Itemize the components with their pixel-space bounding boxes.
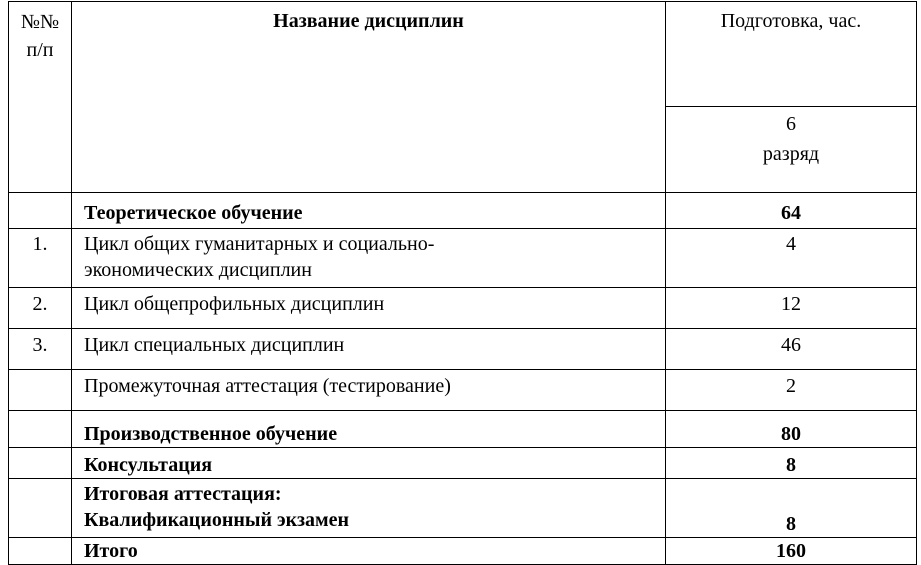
row-name: Промежуточная аттестация (тестирование) [72, 370, 666, 411]
row-hours: 4 [666, 229, 917, 288]
header-grade-cell [666, 107, 917, 193]
row-num [9, 411, 72, 448]
row-name: Теоретическое обучение [72, 193, 666, 229]
row-hours: 8 [666, 479, 917, 538]
row-name [72, 479, 666, 538]
header-prep-cell: Подготовка, час. [666, 2, 917, 107]
row-hours: 80 [666, 411, 917, 448]
table-row-consultation [9, 448, 917, 479]
table-row-interim [9, 370, 917, 411]
header-grade-line1: 6 [786, 113, 796, 135]
row-num: 3. [9, 329, 72, 370]
row-hours: 12 [666, 288, 917, 329]
row-name: Цикл общепрофильных дисциплин [72, 288, 666, 329]
table-row-total [9, 538, 917, 565]
table-row-final [9, 479, 917, 538]
row-name-line1: Итоговая аттестация: [84, 483, 282, 505]
row-num [9, 448, 72, 479]
row-name [72, 229, 666, 288]
header-row [9, 2, 917, 107]
row-hours: 46 [666, 329, 917, 370]
row-hours: 8 [666, 448, 917, 479]
header-name-cell: Название дисциплин [72, 2, 666, 193]
row-num: 2. [9, 288, 72, 329]
row-num [9, 370, 72, 411]
row-name-line2: экономических дисциплин [84, 259, 312, 281]
row-hours: 64 [666, 193, 917, 229]
curriculum-table [8, 1, 917, 565]
table-row-production [9, 411, 917, 448]
row-name: Итого [72, 538, 666, 565]
row-name: Производственное обучение [72, 411, 666, 448]
row-name: Цикл специальных дисциплин [72, 329, 666, 370]
row-num [9, 479, 72, 538]
header-grade-line2: разряд [762, 143, 820, 165]
row-name: Консультация [72, 448, 666, 479]
row-name-line2: Квалификационный экзамен [84, 509, 349, 531]
row-num: 1. [9, 229, 72, 288]
header-num-cell [9, 2, 72, 193]
table-row-cycle1 [9, 229, 917, 288]
row-num [9, 193, 72, 229]
table-row-cycle3 [9, 329, 917, 370]
row-num [9, 538, 72, 565]
row-hours: 160 [666, 538, 917, 565]
header-num-line2: п/п [26, 39, 54, 61]
table-row-cycle2 [9, 288, 917, 329]
row-name-line1: Цикл общих гуманитарных и социально- [84, 233, 435, 255]
header-num-line1: №№ [20, 11, 60, 33]
row-hours: 2 [666, 370, 917, 411]
table-row-theory [9, 193, 917, 229]
